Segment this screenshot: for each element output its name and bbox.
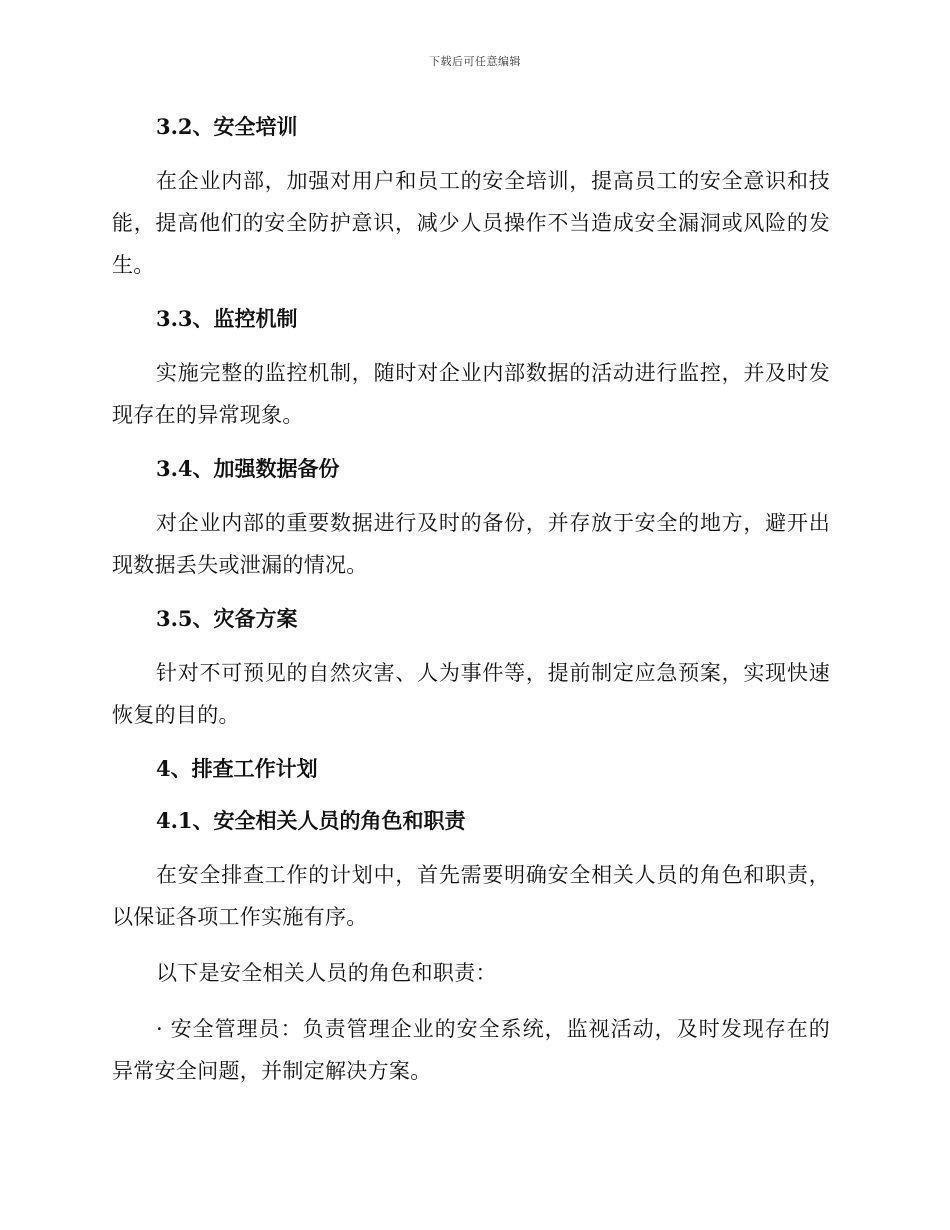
section-body-4-1-intro: 在安全排查工作的计划中，首先需要明确安全相关人员的角色和职责，以保证各项工作实施有序。 bbox=[112, 863, 830, 929]
section-heading-4: 4、排查工作计划 bbox=[156, 756, 318, 781]
section-heading-3-2: 3.2、安全培训 bbox=[156, 114, 298, 139]
section-body-3-2: 在企业内部，加强对用户和员工的安全培训，提高员工的安全意识和技能，提高他们的安全防护意识，减少人员操作不当造成安全漏洞或风险的发生。 bbox=[112, 169, 830, 277]
page-header: 下载后可任意编辑 bbox=[429, 55, 521, 68]
section-heading-4-1: 4.1、安全相关人员的角色和职责 bbox=[156, 808, 466, 833]
section-body-4-1-list-intro: 以下是安全相关人员的角色和职责： bbox=[156, 961, 497, 985]
section-heading-3-3: 3.3、监控机制 bbox=[156, 306, 298, 331]
section-body-3-3: 实施完整的监控机制，随时对企业内部数据的活动进行监控，并及时发现存在的异常现象。 bbox=[112, 361, 830, 427]
document-body bbox=[112, 108, 830, 1092]
section-heading-3-5: 3.5、灾备方案 bbox=[156, 606, 298, 631]
section-body-3-5: 针对不可预见的自然灾害、人为事件等，提前制定应急预案，实现快速恢复的目的。 bbox=[112, 661, 830, 727]
list-item-security-admin: · 安全管理员：负责管理企业的安全系统，监视活动，及时发现存在的异常安全问题，并制定解决方案。 bbox=[112, 1017, 830, 1083]
section-heading-3-4: 3.4、加强数据备份 bbox=[156, 456, 340, 481]
section-body-3-4: 对企业内部的重要数据进行及时的备份，并存放于安全的地方，避开出现数据丢失或泄漏的情况。 bbox=[112, 511, 830, 577]
